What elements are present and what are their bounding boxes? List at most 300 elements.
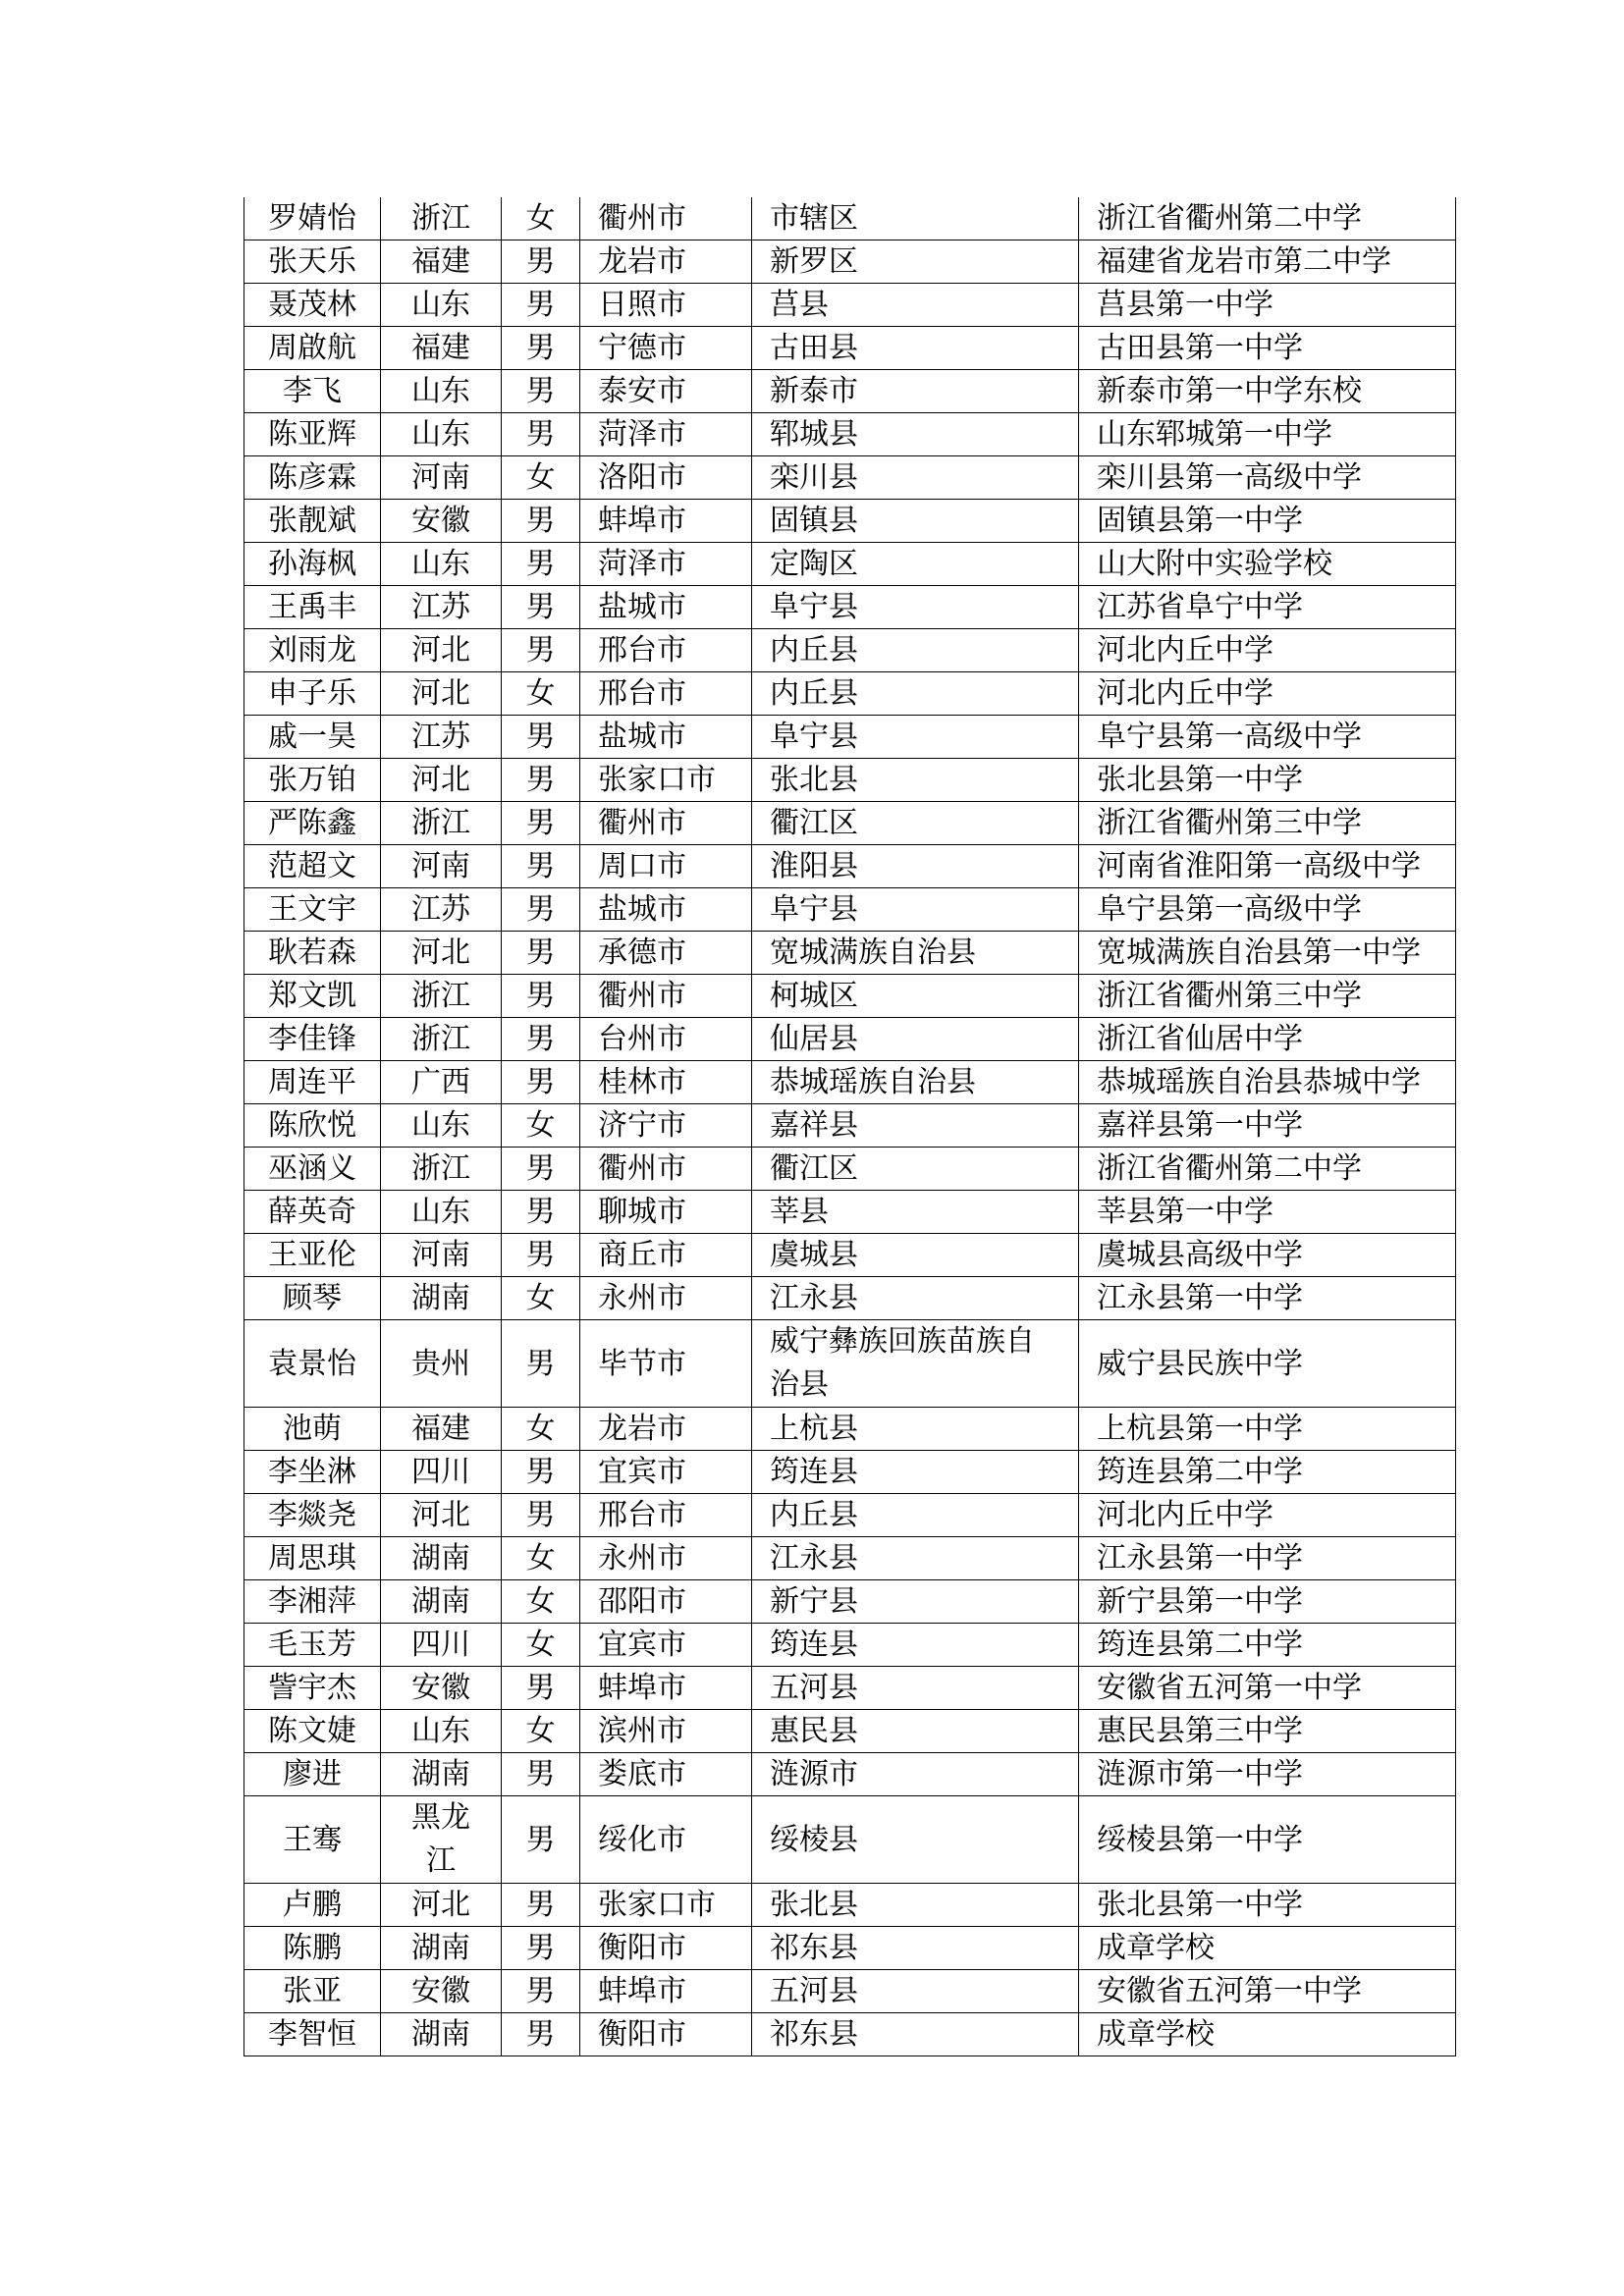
gender-text: 男 [525,1757,556,1791]
gender-text: 男 [525,1195,556,1229]
school-text: 浙江省仙居中学 [1097,1022,1303,1056]
city-text: 衡阳市 [598,1931,686,1965]
county-cell [752,1537,1079,1580]
name-cell [244,1796,381,1884]
school-cell [1079,629,1456,672]
name-cell [244,1753,381,1796]
gender-text: 女 [525,1412,556,1446]
county-cell [752,413,1079,456]
gender-cell [502,1796,580,1884]
name-text: 薛英奇 [268,1195,356,1229]
province-cell [381,1624,502,1667]
gender-cell [502,1408,580,1451]
county-cell [752,1796,1079,1884]
city-text: 龙岩市 [598,244,686,279]
province-text: 安徽 [411,1671,470,1705]
county-text: 新宁县 [770,1584,858,1619]
city-cell [580,1191,752,1234]
gender-cell [502,284,580,327]
name-cell [244,845,381,888]
city-text: 商丘市 [598,1238,686,1272]
county-text: 内丘县 [770,633,858,667]
county-cell [752,1970,1079,2013]
province-cell [381,1018,502,1061]
province-text: 福建 [411,331,470,365]
gender-text: 男 [525,504,556,538]
gender-text: 男 [525,1931,556,1965]
city-cell [580,1451,752,1494]
name-cell [244,1451,381,1494]
city-text: 桂林市 [598,1065,686,1099]
county-text: 阜宁县 [770,720,858,754]
city-cell [580,1104,752,1148]
name-text: 李智恒 [268,2017,356,2052]
province-text: 浙江 [411,979,470,1013]
name-cell [244,586,381,629]
school-text: 浙江省衢州第三中学 [1097,806,1362,840]
school-cell [1079,1061,1456,1104]
county-text: 五河县 [770,1974,858,2008]
school-text: 阜宁县第一高级中学 [1097,720,1362,754]
province-cell [381,1104,502,1148]
school-text: 山东郓城第一中学 [1097,417,1332,452]
gender-text: 男 [525,979,556,1013]
province-cell [381,370,502,413]
city-cell [580,1580,752,1624]
school-cell [1079,802,1456,845]
gender-text: 男 [525,1065,556,1099]
province-text: 广西 [411,1065,470,1099]
school-cell [1079,1320,1456,1408]
province-cell [381,802,502,845]
name-text: 陈欣悦 [268,1108,356,1143]
school-text: 莒县第一中学 [1097,288,1273,322]
county-cell [752,370,1079,413]
county-cell [752,932,1079,975]
city-text: 邵阳市 [598,1584,686,1619]
county-text: 筠连县 [770,1628,858,1662]
gender-cell [502,802,580,845]
name-text: 罗婧怡 [268,201,356,236]
city-text: 绥化市 [598,1822,686,1857]
city-cell [580,240,752,284]
city-cell [580,2013,752,2056]
city-cell [580,1234,752,1277]
school-cell [1079,1753,1456,1796]
county-cell [752,1408,1079,1451]
school-text: 恭城瑶族自治县恭城中学 [1097,1065,1421,1099]
school-cell [1079,1148,1456,1191]
gender-text: 男 [525,1151,556,1186]
province-cell [381,1753,502,1796]
province-text: 浙江 [411,201,470,236]
city-cell [580,1927,752,1970]
county-cell [752,543,1079,586]
name-text: 李湘萍 [268,1584,356,1619]
name-text: 周连平 [268,1065,356,1099]
name-cell [244,629,381,672]
school-cell [1079,1796,1456,1884]
city-cell [580,1753,752,1796]
name-cell [244,1191,381,1234]
city-cell [580,1884,752,1927]
city-cell [580,1408,752,1451]
name-text: 申子乐 [268,676,356,711]
name-cell [244,1970,381,2013]
county-cell [752,888,1079,932]
name-text: 范超文 [268,849,356,883]
county-text: 阜宁县 [770,892,858,927]
name-text: 聂茂林 [268,288,356,322]
county-cell [752,327,1079,370]
county-cell [752,1018,1079,1061]
province-text: 河南 [411,460,470,495]
school-text: 河北内丘中学 [1097,633,1273,667]
province-cell [381,672,502,716]
city-cell [580,1624,752,1667]
county-cell [752,1451,1079,1494]
school-cell [1079,370,1456,413]
name-text: 郑文凯 [268,979,356,1013]
province-text: 黑龙江 [411,1800,470,1878]
county-cell [752,1710,1079,1753]
school-cell [1079,1624,1456,1667]
table-row [244,240,1456,284]
school-text: 威宁县民族中学 [1097,1346,1303,1381]
gender-cell [502,1537,580,1580]
county-text: 涟源市 [770,1757,858,1791]
city-cell [580,1667,752,1710]
school-text: 涟源市第一中学 [1097,1757,1303,1791]
province-text: 湖南 [411,2017,470,2052]
table-row [244,1580,1456,1624]
name-cell [244,1408,381,1451]
table-row [244,672,1456,716]
gender-cell [502,1104,580,1148]
province-text: 福建 [411,244,470,279]
gender-cell [502,759,580,802]
name-cell [244,1320,381,1408]
province-cell [381,1277,502,1320]
county-text: 江永县 [770,1541,858,1575]
gender-text: 女 [525,1714,556,1748]
city-text: 邢台市 [598,676,686,711]
city-text: 蚌埠市 [598,504,686,538]
gender-cell [502,1018,580,1061]
city-cell [580,845,752,888]
school-cell [1079,1234,1456,1277]
county-cell [752,240,1079,284]
province-cell [381,413,502,456]
name-cell [244,1277,381,1320]
province-cell [381,1494,502,1537]
province-cell [381,1927,502,1970]
county-text: 嘉祥县 [770,1108,858,1143]
city-text: 台州市 [598,1022,686,1056]
school-cell [1079,456,1456,500]
county-text: 威宁彝族回族苗族自治县 [770,1324,1035,1402]
gender-text: 男 [525,1346,556,1381]
county-text: 衢江区 [770,1151,858,1186]
county-cell [752,2013,1079,2056]
city-text: 娄底市 [598,1757,686,1791]
table-row [244,1710,1456,1753]
table-row [244,1494,1456,1537]
school-cell [1079,1451,1456,1494]
table-row [244,370,1456,413]
name-text: 池萌 [283,1412,342,1446]
school-text: 固镇县第一中学 [1097,504,1303,538]
city-cell [580,1494,752,1537]
county-text: 内丘县 [770,1498,858,1532]
table-row [244,1927,1456,1970]
table-row [244,1320,1456,1408]
county-text: 虞城县 [770,1238,858,1272]
name-text: 王骞 [283,1822,342,1857]
province-cell [381,197,502,240]
province-cell [381,932,502,975]
province-cell [381,1148,502,1191]
province-cell [381,975,502,1018]
table-row [244,1753,1456,1796]
city-text: 滨州市 [598,1714,686,1748]
gender-text: 男 [525,892,556,927]
city-cell [580,1710,752,1753]
school-cell [1079,2013,1456,2056]
county-cell [752,802,1079,845]
school-text: 浙江省衢州第二中学 [1097,1151,1362,1186]
gender-cell [502,1494,580,1537]
county-cell [752,1061,1079,1104]
city-cell [580,197,752,240]
school-text: 古田县第一中学 [1097,331,1303,365]
county-text: 五河县 [770,1671,858,1705]
name-cell [244,1927,381,1970]
gender-text: 男 [525,374,556,408]
name-text: 刘雨龙 [268,633,356,667]
province-text: 河南 [411,1238,470,1272]
name-cell [244,1884,381,1927]
table-row [244,1537,1456,1580]
county-text: 莒县 [770,288,829,322]
county-text: 张北县 [770,1888,858,1922]
school-cell [1079,543,1456,586]
province-cell [381,1970,502,2013]
province-cell [381,2013,502,2056]
city-text: 张家口市 [598,763,716,797]
province-text: 四川 [411,1455,470,1489]
province-cell [381,327,502,370]
province-text: 浙江 [411,1022,470,1056]
name-cell [244,1148,381,1191]
province-cell [381,284,502,327]
gender-cell [502,456,580,500]
city-text: 邢台市 [598,633,686,667]
county-text: 莘县 [770,1195,829,1229]
gender-cell [502,716,580,759]
province-text: 湖南 [411,1281,470,1315]
school-cell [1079,1494,1456,1537]
school-cell [1079,1537,1456,1580]
county-text: 祁东县 [770,1931,858,1965]
gender-cell [502,327,580,370]
name-cell [244,413,381,456]
name-text: 訾宇杰 [268,1671,356,1705]
city-cell [580,975,752,1018]
city-cell [580,413,752,456]
city-text: 菏泽市 [598,417,686,452]
name-text: 廖进 [283,1757,342,1791]
province-cell [381,1408,502,1451]
county-cell [752,1494,1079,1537]
table-row [244,327,1456,370]
table-row [244,1884,1456,1927]
school-cell [1079,1884,1456,1927]
city-cell [580,672,752,716]
name-text: 王文宇 [268,892,356,927]
name-text: 毛玉芳 [268,1628,356,1662]
county-text: 新罗区 [770,244,858,279]
city-text: 周口市 [598,849,686,883]
county-text: 新泰市 [770,374,858,408]
county-cell [752,672,1079,716]
name-text: 张亚 [283,1974,342,2008]
school-text: 莘县第一中学 [1097,1195,1273,1229]
name-cell [244,716,381,759]
school-text: 宽城满族自治县第一中学 [1097,935,1421,970]
school-cell [1079,1970,1456,2013]
county-text: 淮阳县 [770,849,858,883]
name-cell [244,975,381,1018]
province-text: 江苏 [411,892,470,927]
county-text: 祁东县 [770,2017,858,2052]
school-cell [1079,888,1456,932]
county-text: 张北县 [770,763,858,797]
city-cell [580,888,752,932]
city-text: 聊城市 [598,1195,686,1229]
name-text: 周啟航 [268,331,356,365]
gender-cell [502,413,580,456]
city-text: 宜宾市 [598,1455,686,1489]
city-text: 蚌埠市 [598,1671,686,1705]
school-text: 河北内丘中学 [1097,676,1273,711]
gender-text: 女 [525,1584,556,1619]
city-cell [580,456,752,500]
city-text: 蚌埠市 [598,1974,686,2008]
name-cell [244,1667,381,1710]
county-text: 恭城瑶族自治县 [770,1065,976,1099]
province-text: 江苏 [411,720,470,754]
city-cell [580,500,752,543]
province-text: 湖南 [411,1584,470,1619]
school-text: 惠民县第三中学 [1097,1714,1303,1748]
gender-text: 男 [525,590,556,624]
city-cell [580,284,752,327]
gender-cell [502,1277,580,1320]
school-cell [1079,975,1456,1018]
gender-cell [502,888,580,932]
city-text: 菏泽市 [598,547,686,581]
table-row [244,1018,1456,1061]
county-text: 阜宁县 [770,590,858,624]
table-row [244,1061,1456,1104]
province-text: 江苏 [411,590,470,624]
city-text: 盐城市 [598,892,686,927]
name-cell [244,1580,381,1624]
gender-cell [502,1624,580,1667]
city-cell [580,1018,752,1061]
city-text: 洛阳市 [598,460,686,495]
school-text: 河南省淮阳第一高级中学 [1097,849,1421,883]
province-text: 山东 [411,547,470,581]
school-cell [1079,197,1456,240]
county-text: 仙居县 [770,1022,858,1056]
gender-cell [502,543,580,586]
county-text: 柯城区 [770,979,858,1013]
county-text: 固镇县 [770,504,858,538]
table-row [244,759,1456,802]
city-text: 永州市 [598,1541,686,1575]
name-cell [244,1710,381,1753]
name-cell [244,1537,381,1580]
school-text: 绥棱县第一中学 [1097,1822,1303,1857]
province-text: 河北 [411,633,470,667]
school-cell [1079,284,1456,327]
county-cell [752,629,1079,672]
table-row [244,1667,1456,1710]
province-cell [381,845,502,888]
county-cell [752,1104,1079,1148]
gender-cell [502,1320,580,1408]
name-cell [244,802,381,845]
province-text: 山东 [411,1195,470,1229]
school-text: 阜宁县第一高级中学 [1097,892,1362,927]
county-text: 市辖区 [770,201,858,236]
name-cell [244,284,381,327]
name-cell [244,1624,381,1667]
county-cell [752,1320,1079,1408]
city-text: 承德市 [598,935,686,970]
gender-text: 男 [525,1022,556,1056]
province-cell [381,586,502,629]
province-text: 安徽 [411,1974,470,2008]
name-cell [244,1234,381,1277]
gender-cell [502,197,580,240]
county-cell [752,1753,1079,1796]
province-cell [381,500,502,543]
province-cell [381,1191,502,1234]
province-text: 河北 [411,1498,470,1532]
gender-text: 男 [525,1974,556,2008]
province-cell [381,759,502,802]
name-cell [244,370,381,413]
province-cell [381,543,502,586]
roster-body [244,197,1456,2056]
gender-cell [502,1148,580,1191]
province-text: 四川 [411,1628,470,1662]
name-cell [244,888,381,932]
name-cell [244,759,381,802]
county-text: 上杭县 [770,1412,858,1446]
county-text: 江永县 [770,1281,858,1315]
gender-text: 女 [525,460,556,495]
city-cell [580,802,752,845]
name-text: 严陈鑫 [268,806,356,840]
school-text: 浙江省衢州第三中学 [1097,979,1362,1013]
gender-cell [502,1234,580,1277]
city-cell [580,1796,752,1884]
city-text: 毕节市 [598,1346,686,1381]
